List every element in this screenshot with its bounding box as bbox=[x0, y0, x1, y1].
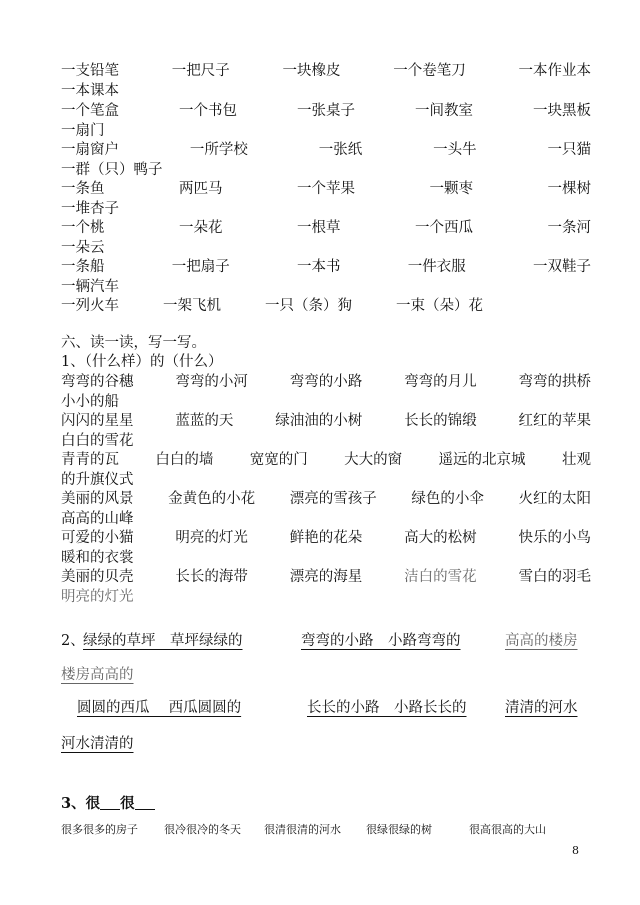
measure-row-5 bbox=[61, 218, 591, 238]
phrase: 一个苹果 bbox=[297, 181, 355, 197]
phrase: 一个卷笔刀 bbox=[393, 63, 466, 79]
phrase: 小小的船 bbox=[61, 394, 119, 410]
phrase: 一个西瓜 bbox=[415, 220, 473, 236]
measure-row-1 bbox=[61, 61, 591, 81]
phrase: 一朵云 bbox=[61, 240, 105, 256]
part3-prefix: 3、很 bbox=[61, 795, 101, 812]
phrase: 可爱的小猫 bbox=[61, 530, 134, 546]
phrase: 一扇门 bbox=[61, 123, 105, 139]
phrase: 暖和的衣裳 bbox=[61, 550, 134, 566]
phrase: 一个书包 bbox=[179, 103, 237, 119]
phrase: 一把尺子 bbox=[171, 63, 230, 79]
part1-title: 1、（什么样）的（什么） bbox=[61, 354, 223, 370]
phrase: 一条船 bbox=[61, 259, 105, 275]
measure-row-6 bbox=[61, 257, 591, 277]
phrase: 一束（朵）花 bbox=[396, 298, 483, 314]
fill-blank bbox=[100, 795, 120, 810]
phrase: 一双鞋子 bbox=[533, 259, 591, 275]
measure-row-7 bbox=[61, 296, 483, 316]
part3-title bbox=[61, 792, 155, 813]
phrase: 蓝蓝的天 bbox=[175, 413, 234, 429]
phrase-pair: 长长的小路 小路长长的 bbox=[307, 700, 467, 716]
phrase-pair: 弯弯的小路 小路弯弯的 bbox=[301, 633, 461, 649]
phrase: 一个桃 bbox=[61, 220, 105, 236]
part3-examples bbox=[61, 823, 581, 837]
phrase: 弯弯的谷穗 bbox=[61, 374, 134, 390]
phrase: 一头牛 bbox=[433, 142, 477, 158]
phrase: 一架飞机 bbox=[163, 298, 221, 314]
phrase-pair: 高高的楼房 bbox=[505, 633, 578, 649]
part2-number: 2、 bbox=[61, 633, 85, 649]
example-phrase: 很高很高的大山 bbox=[469, 823, 546, 836]
phrase: 一件衣服 bbox=[407, 259, 466, 275]
phrase: 红红的苹果 bbox=[518, 413, 591, 429]
phrase: 一堆杏子 bbox=[61, 201, 119, 217]
phrase: 快乐的小鸟 bbox=[518, 530, 591, 546]
adj-row-1 bbox=[61, 372, 591, 392]
part3-middle: 很 bbox=[120, 795, 135, 812]
phrase: 美丽的贝壳 bbox=[61, 569, 134, 585]
phrase: 绿油油的小树 bbox=[275, 413, 363, 429]
phrase: 大大的窗 bbox=[344, 452, 403, 468]
phrase-pair: 绿绿的草坪 草坪绿绿的 bbox=[83, 633, 243, 649]
part2-row-2 bbox=[61, 697, 591, 719]
measure-row-3 bbox=[61, 140, 591, 160]
example-phrase: 很绿很绿的树 bbox=[366, 823, 432, 836]
phrase: 一块橡皮 bbox=[282, 63, 341, 79]
phrase: 一群（只）鸭子 bbox=[61, 162, 163, 178]
phrase: 金黄色的小花 bbox=[168, 491, 256, 507]
phrase: 闪闪的星星 bbox=[61, 413, 134, 429]
phrase: 洁白的雪花 bbox=[404, 569, 477, 585]
measure-row-2 bbox=[61, 101, 591, 121]
phrase: 火红的太阳 bbox=[518, 491, 591, 507]
phrase: 长长的海带 bbox=[175, 569, 248, 585]
phrase: 明亮的灯光 bbox=[61, 589, 134, 605]
phrase: 宽宽的门 bbox=[249, 452, 308, 468]
phrase: 一张纸 bbox=[318, 142, 363, 158]
phrase: 漂亮的雪孩子 bbox=[289, 491, 377, 507]
phrase: 青青的瓦 bbox=[61, 452, 119, 468]
phrase: 一朵花 bbox=[179, 220, 223, 236]
phrase-pair: 清清的河水 bbox=[505, 700, 578, 716]
phrase: 一扇窗户 bbox=[61, 142, 119, 158]
phrase: 一块黑板 bbox=[533, 103, 591, 119]
phrase: 一把扇子 bbox=[171, 259, 230, 275]
page-number: 8 bbox=[572, 844, 579, 857]
example-phrase: 很冷很冷的冬天 bbox=[164, 823, 241, 836]
phrase: 一根草 bbox=[297, 220, 341, 236]
phrase: 的升旗仪式 bbox=[61, 472, 134, 488]
part2-row-1 bbox=[61, 630, 591, 652]
phrase: 一条鱼 bbox=[61, 181, 105, 197]
phrase: 一本书 bbox=[297, 259, 341, 275]
phrase: 一列火车 bbox=[61, 298, 119, 314]
phrase: 弯弯的拱桥 bbox=[518, 374, 591, 390]
phrase: 遥远的北京城 bbox=[438, 452, 526, 468]
phrase: 一本作业本 bbox=[518, 63, 591, 79]
phrase: 一张桌子 bbox=[297, 103, 355, 119]
phrase: 一间教室 bbox=[415, 103, 473, 119]
adj-row-5 bbox=[61, 528, 591, 548]
phrase: 美丽的风景 bbox=[61, 491, 134, 507]
phrase-pair: 河水清清的 bbox=[61, 736, 134, 752]
measure-row-4 bbox=[61, 179, 591, 199]
phrase: 一本课本 bbox=[61, 83, 119, 99]
phrase: 长长的锦缎 bbox=[404, 413, 477, 429]
phrase: 弯弯的小河 bbox=[175, 374, 248, 390]
phrase: 一所学校 bbox=[189, 142, 248, 158]
phrase: 漂亮的海星 bbox=[289, 569, 363, 585]
phrase: 两匹马 bbox=[179, 181, 223, 197]
example-phrase: 很多很多的房子 bbox=[61, 823, 138, 836]
phrase: 白白的墙 bbox=[155, 452, 214, 468]
section-title: 六、读一读，写一写。 bbox=[61, 335, 206, 351]
phrase: 一辆汽车 bbox=[61, 279, 119, 295]
phrase: 高高的山峰 bbox=[61, 511, 134, 527]
phrase: 鲜艳的花朵 bbox=[289, 530, 363, 546]
phrase: 雪白的羽毛 bbox=[518, 569, 591, 585]
phrase: 一棵树 bbox=[547, 181, 591, 197]
phrase-pair: 圆圆的西瓜 西瓜圆圆的 bbox=[77, 700, 242, 716]
adj-row-4 bbox=[61, 489, 591, 509]
adj-row-2 bbox=[61, 411, 591, 431]
example-phrase: 很清很清的河水 bbox=[264, 823, 341, 836]
adj-row-3 bbox=[61, 450, 591, 470]
fill-blank bbox=[135, 795, 155, 810]
phrase: 一支铅笔 bbox=[61, 63, 119, 79]
phrase: 弯弯的月儿 bbox=[404, 374, 477, 390]
phrase: 壮观 bbox=[561, 452, 591, 468]
phrase: 明亮的灯光 bbox=[175, 530, 248, 546]
phrase-pair: 楼房高高的 bbox=[61, 667, 134, 683]
phrase: 一颗枣 bbox=[429, 181, 473, 197]
phrase: 一条河 bbox=[547, 220, 591, 236]
phrase: 高大的松树 bbox=[404, 530, 477, 546]
phrase: 一只猫 bbox=[547, 142, 591, 158]
adj-row-6 bbox=[61, 567, 591, 587]
phrase: 一只（条）狗 bbox=[265, 298, 352, 314]
phrase: 绿色的小伞 bbox=[411, 491, 484, 507]
phrase: 一个笔盒 bbox=[61, 103, 119, 119]
phrase: 白白的雪花 bbox=[61, 433, 134, 449]
phrase: 弯弯的小路 bbox=[289, 374, 363, 390]
